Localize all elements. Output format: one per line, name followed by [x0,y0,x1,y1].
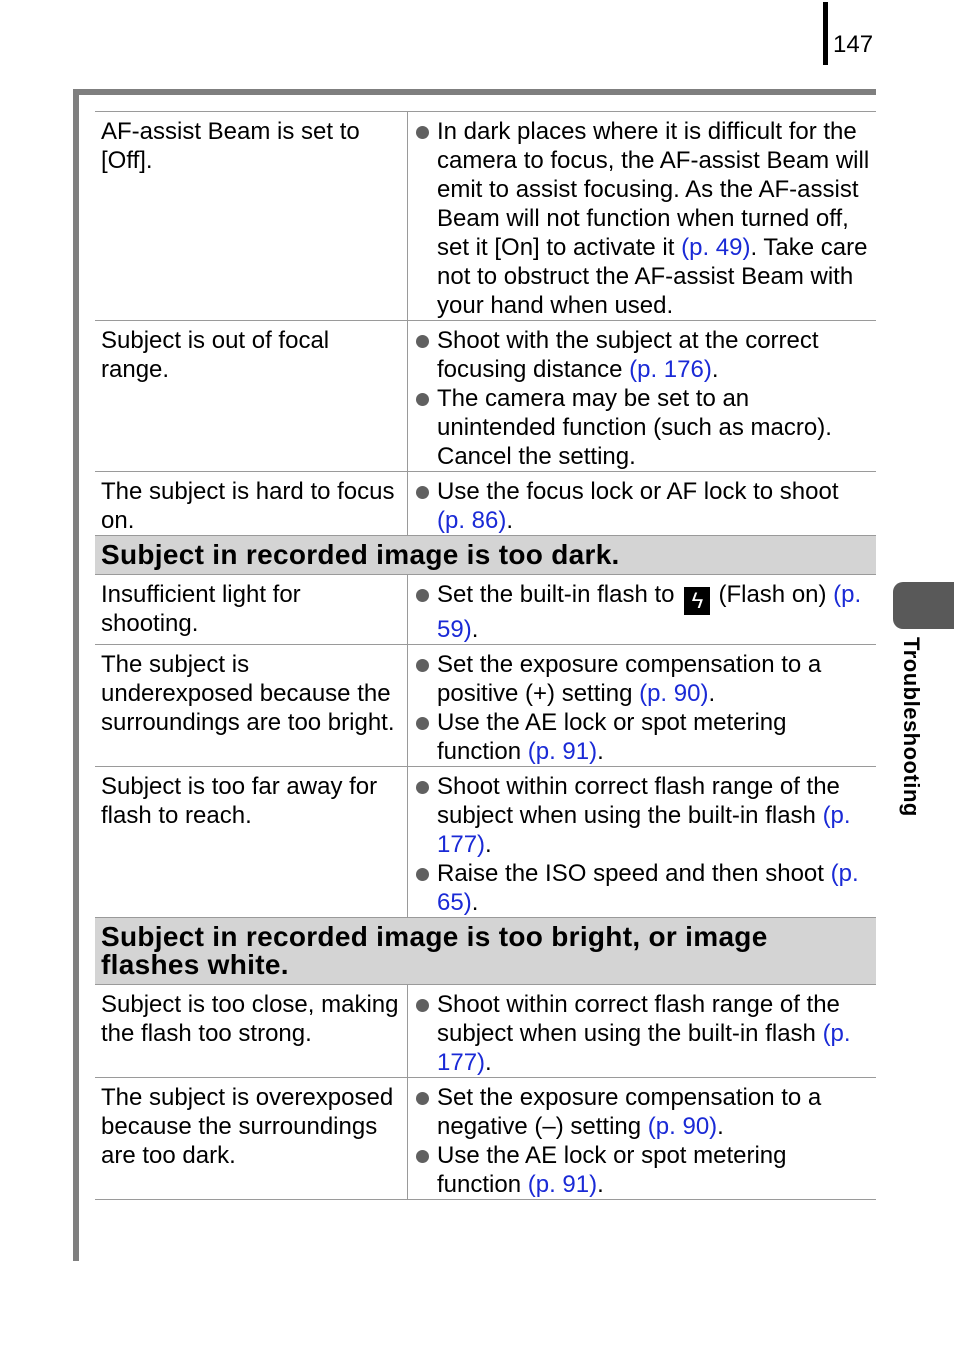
cause-cell: The subject is hard to focus on. [95,472,408,535]
remedy-text: . [485,1049,492,1076]
bullet-dot-icon [416,486,429,499]
chapter-label: Troubleshooting [899,637,924,817]
remedy-bullet [416,326,870,384]
cause-cell: Subject is too far away for flash to reach. [95,767,408,917]
remedy-cell [408,112,876,320]
remedy-text: . [597,1171,604,1198]
table-row [95,645,876,767]
table-row [95,1078,876,1200]
table-row [95,767,876,918]
remedy-cell [408,321,876,471]
remedy-cell [408,985,876,1077]
cause-cell: Subject is out of focal range. [95,321,408,471]
bullet-dot-icon [416,1092,429,1105]
cause-cell: The subject is overexposed because the surroundings are too dark. [95,1078,408,1199]
flash-on-icon: ϟ [684,587,710,615]
remedy-text: Set the exposure compensation to a positive (+) setting [437,651,822,707]
table-row [95,112,876,321]
bullet-dot-icon [416,781,429,794]
remedy-bullet [416,580,870,644]
remedy-text: (Flash on) [718,581,834,608]
remedy-cell [408,1078,876,1199]
remedy-text: . [708,680,716,707]
page-reference-link[interactable]: (p. 91) [527,1171,598,1198]
page-reference-link[interactable]: (p. 90) [647,1113,718,1140]
section-heading: Subject in recorded image is too bright, or image flashes white. [95,918,876,985]
table-row [95,321,876,472]
page-reference-link[interactable]: (p. 49) [681,234,751,261]
remedy-text: Shoot with the subject at the correct focusing distance [437,327,819,383]
page-reference-link[interactable]: (p. 90) [639,680,709,707]
page-reference-link[interactable]: (p. 91) [527,738,598,765]
remedy-bullet [416,384,870,471]
remedy-text: Shoot within correct flash range of the subject when using the built-in flash [437,773,840,829]
section-heading: Subject in recorded image is too dark. [95,536,876,575]
remedy-bullet [416,772,870,859]
remedy-text: . [471,616,479,643]
page-reference-link[interactable]: (p. 177) [437,802,851,858]
frame-left-border [73,89,79,1261]
table-row [95,472,876,536]
remedy-text: In dark places where it is difficult for the camera to focus, the AF-assist Beam will emit to assist focusing. As the AF-assist Beam will not function when turned off, set it [On] to activate it [437,118,870,261]
bullet-dot-icon [416,335,429,348]
remedy-bullet [416,708,870,766]
page-reference-link[interactable]: (p. 86) [437,507,507,534]
remedy-cell [408,472,876,535]
remedy-text: . Take care not to obstruct the AF-assist Beam with your hand when used. [437,234,868,319]
remedy-text: Use the focus lock or AF lock to shoot [437,478,839,505]
page-reference-link[interactable]: (p. 65) [437,860,859,916]
remedy-bullet [416,990,870,1077]
remedy-text: . [471,889,479,916]
remedy-text: The camera may be set to an unintended function (such as macro). Cancel the setting. [437,385,832,470]
remedy-text: Shoot within correct flash range of the subject when using the built-in flash [437,991,840,1047]
cause-cell: Subject is too close, making the flash too strong. [95,985,408,1077]
remedy-text: . [485,831,492,858]
remedy-text: Set the built-in flash to [437,581,675,608]
bullet-dot-icon [416,868,429,881]
bullet-dot-icon [416,589,429,602]
frame-top-border [73,89,876,95]
bullet-dot-icon [416,1150,429,1163]
remedy-text: . [506,507,514,534]
page-reference-link[interactable]: (p. 59) [437,581,862,643]
table-row [95,575,876,645]
remedy-cell [408,767,876,917]
remedy-bullet [416,477,870,535]
cause-cell: Insufficient light for shooting. [95,575,408,644]
remedy-bullet [416,117,870,320]
bullet-dot-icon [416,999,429,1012]
remedy-text: . [711,356,719,383]
table-row [95,985,876,1078]
remedy-text: . [597,738,604,765]
page-reference-link[interactable]: (p. 176) [629,356,712,383]
bullet-dot-icon [416,126,429,139]
remedy-bullet [416,650,870,708]
remedy-text: Use the AE lock or spot metering function [437,709,787,765]
remedy-cell [408,645,876,766]
bullet-dot-icon [416,717,429,730]
chapter-tab [893,582,954,629]
page-marker-bar [823,2,828,65]
remedy-bullet [416,859,870,917]
bullet-dot-icon [416,659,429,672]
bullet-dot-icon [416,393,429,406]
remedy-text: Set the exposure compensation to a negative (–) setting [437,1084,822,1140]
cause-cell: AF-assist Beam is set to [Off]. [95,112,408,320]
remedy-bullet [416,1083,870,1141]
cause-cell: The subject is underexposed because the surroundings are too bright. [95,645,408,766]
remedy-bullet [416,1141,870,1199]
remedy-cell [408,575,876,644]
remedy-text: Raise the ISO speed and then shoot [437,860,831,887]
page-reference-link[interactable]: (p. 177) [437,1020,851,1076]
remedy-text: Use the AE lock or spot metering function [437,1142,787,1198]
page-number: 147 [833,31,874,58]
troubleshooting-table [95,111,876,1200]
remedy-text: . [717,1113,724,1140]
